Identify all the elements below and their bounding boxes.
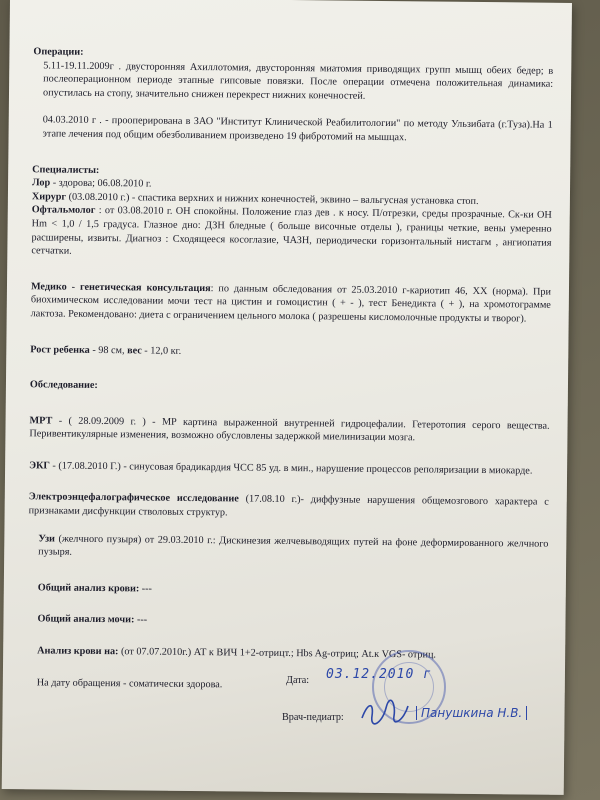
- growth-weight-text: - 12,0 кг.: [141, 344, 182, 357]
- mri-entry: [29, 414, 549, 447]
- blood-general-line: Общий анализ крови: ---: [37, 582, 153, 595]
- mri-label: МРТ: [29, 414, 53, 427]
- ophthalmologist-text: : от 03.08.2010 г. ОН спокойны. Положение глаз дев . к носу. П/отрезки, среды прозрачные. Ск-ки ОН Нm < 1,0 / 1,5 градуса. Глазное дно: ДЗН бледные ( больше височные отделы ), границы четкие, вены умеренно расширены, извиты. Диагноз : Сходящееся косоглазие, ЧАЗН, периодически горизонтальный нистагм , ангиопатия сетчатки.: [31, 205, 552, 257]
- conclusion-line: На дату обращения - соматически здорова.: [36, 677, 223, 690]
- eeg-label: Электроэнцефалографическое исследование: [28, 491, 239, 505]
- operations-heading: Операции:: [33, 46, 84, 58]
- eeg-text: (17.08.10 г.)- диффузные нарушения общемозгового характера с признаками дисфункции стволовых структур.: [28, 493, 549, 519]
- blood-test-label: Анализ крови на:: [37, 645, 119, 658]
- handwritten-date: 03.12.2010 г: [326, 667, 432, 682]
- growth-height-text: - 98 см,: [89, 344, 128, 356]
- growth-height-label: Рост ребенка: [30, 343, 90, 356]
- ekg-label: ЭКГ: [29, 460, 50, 472]
- eeg-entry: [29, 491, 549, 524]
- urine-general-line: Общий анализ мочи: ---: [37, 613, 148, 626]
- lor-label: Лор: [32, 177, 51, 189]
- growth-weight-label: вес: [127, 344, 142, 356]
- uzi-text: (желчного пузыря) от 29.03.2010 г.: Дискинезия желчевыводящих путей на фоне деформированного желчного пузыря.: [38, 533, 549, 558]
- lor-text: - здорова; 06.08.2010 г.: [50, 177, 152, 190]
- exam-heading: Обследование:: [29, 379, 98, 392]
- genetics-text: : по данным обследования от 25.03.2010 г-кариотип 46, XX (норма). При биохимическом исследовании мочи тест на цистин и гомоцистин ( + - ), тест Бенедикта ( + ), на хромотограмме лактоза. Рекомендовано: диета с ограничением цельного молока ( разрешены кисломолочные продукты и творог).: [30, 282, 552, 325]
- ophthalmologist-label: Офтальмолог: [31, 204, 96, 217]
- ekg-text: - (17.08.2010 Г.) - синусовая брадикардия ЧСС 85 уд. в мин., нарушение процессов реполяризации в миокарде.: [49, 460, 533, 477]
- surgeon-text: (03.08.2010 г.) - спастика верхних и нижних конечностей, эквино – вальгусная установка стоп.: [66, 191, 479, 207]
- uzi-label: Узи: [38, 533, 56, 545]
- operations-paragraph-1: 5.11-19.11.2009г . двусторонняя Ахиллотомия, двусторонняя миатомия приводящих групп мышц обеих бедер; в послеоперационном периоде этапные гипсовые повязки. После операции отмечена положительная динамика: опустилась на стопу, значительно снижен перекрест нижних конечностей.: [42, 60, 554, 102]
- blood-test-text: (от 07.07.2010г.) АТ к ВИЧ 1+2-отрицт.; Hbs Ag-отриц; At.к VGS- отриц.: [118, 646, 437, 661]
- doctor-name-handwritten: Панушкина Н.В.: [416, 706, 527, 720]
- doctor-label: Врач-педиатр:: [282, 712, 344, 723]
- date-label: Дата:: [286, 675, 310, 686]
- specialists-heading: Специалисты:: [32, 163, 100, 176]
- document-body: [27, 45, 554, 695]
- surgeon-label: Хирург: [31, 191, 67, 203]
- signature-icon: [360, 698, 410, 726]
- ophthalmologist-entry: [31, 204, 552, 264]
- genetics-label: Медико - генетическая консультация: [30, 281, 211, 294]
- mri-text: - ( 28.09.2009 г. ) - МР картина выраженной внутренней гидроцефалии. Гетеротопия серого вещества. Перивентикулярные изменения, возможно обусловлены задержкой миелинизации мозга.: [29, 415, 550, 444]
- operations-paragraph-2: 04.03.2010 г . - прооперирована в ЗАО "Институт Клинической Реабилитологии" по методу Ульзибата (г.Туза).На 1 этапе лечения под общим обезболиванием произведено 19 фибротомий на мышцах.: [42, 114, 553, 144]
- genetics-entry: [31, 280, 551, 326]
